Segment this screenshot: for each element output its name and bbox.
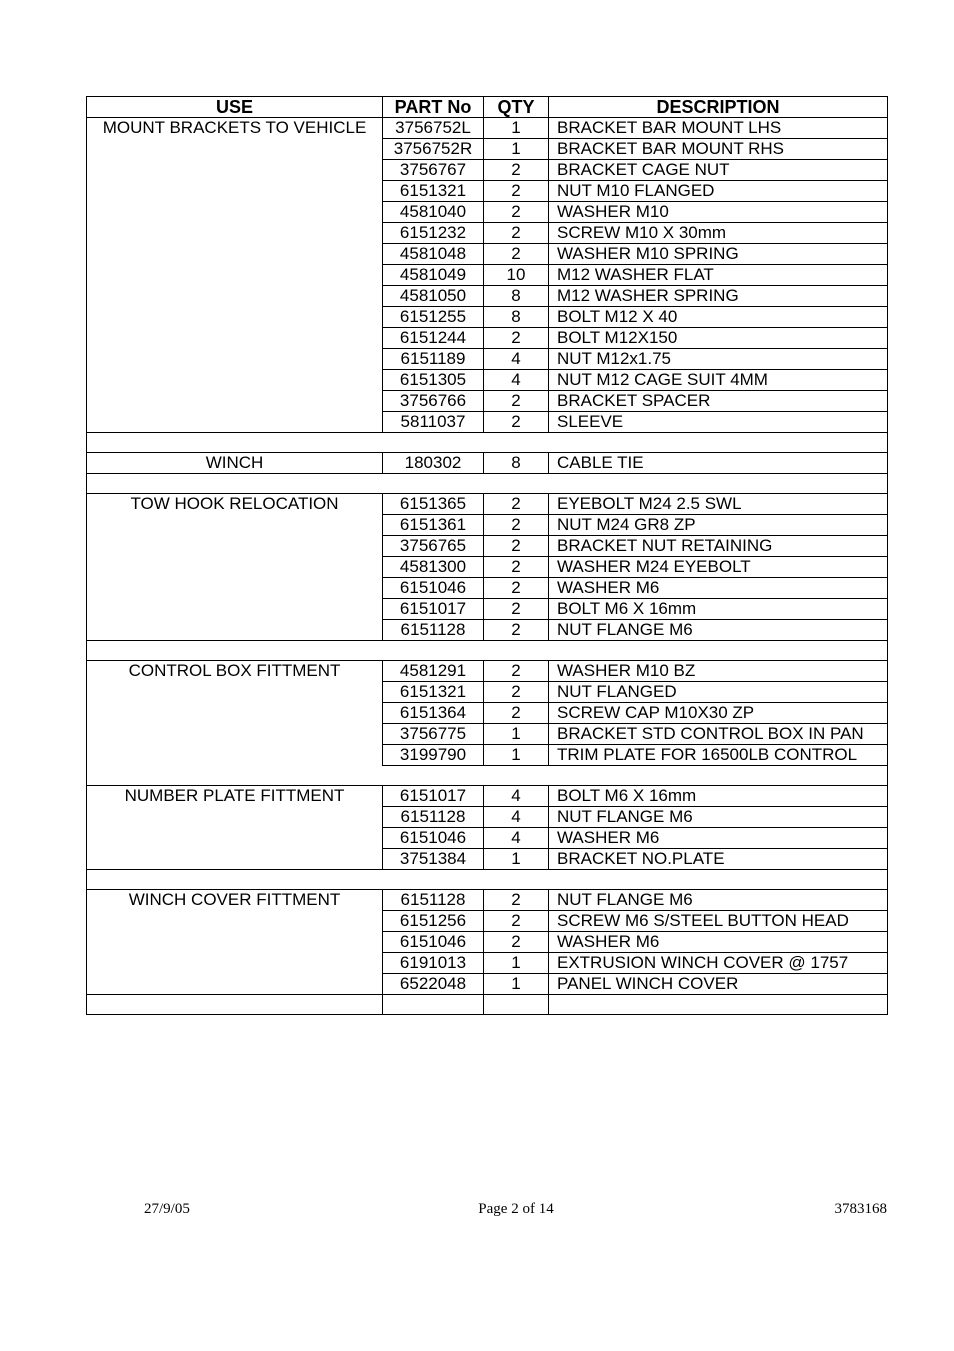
qty-cell: 2 <box>484 661 549 682</box>
use-cell <box>87 286 383 307</box>
spacer-cell <box>87 870 888 890</box>
table-row <box>87 139 888 160</box>
description-cell: BOLT M12X150 <box>549 328 888 349</box>
description-cell: CABLE TIE <box>549 453 888 474</box>
table-row <box>87 265 888 286</box>
table-row <box>87 515 888 536</box>
part-number-cell: 6191013 <box>383 953 484 974</box>
spacer-row <box>87 641 888 661</box>
description-cell: WASHER M6 <box>549 578 888 599</box>
empty-cell <box>87 995 383 1015</box>
description-cell: NUT FLANGE M6 <box>549 620 888 641</box>
part-number-cell: 4581291 <box>383 661 484 682</box>
qty-cell: 2 <box>484 328 549 349</box>
part-number-cell: 6151365 <box>383 494 484 515</box>
table-row <box>87 932 888 953</box>
description-cell: BOLT M6 X 16mm <box>549 786 888 807</box>
use-cell <box>87 349 383 370</box>
table-row <box>87 620 888 641</box>
part-number-cell: 4581050 <box>383 286 484 307</box>
table-row <box>87 974 888 995</box>
description-cell: WASHER M10 <box>549 202 888 223</box>
use-cell: CONTROL BOX FITTMENT <box>87 661 383 682</box>
table-row <box>87 828 888 849</box>
use-cell <box>87 974 383 995</box>
part-number-cell: 6151128 <box>383 890 484 911</box>
table-row <box>87 370 888 391</box>
qty-cell: 2 <box>484 557 549 578</box>
table-row <box>87 745 888 766</box>
use-cell <box>87 849 383 870</box>
qty-cell: 1 <box>484 139 549 160</box>
description-cell: M12 WASHER FLAT <box>549 265 888 286</box>
header-part-no: PART No <box>383 97 484 118</box>
use-cell <box>87 370 383 391</box>
footer-date: 27/9/05 <box>144 1201 190 1217</box>
qty-cell: 2 <box>484 223 549 244</box>
header-use: USE <box>87 97 383 118</box>
parts-table <box>86 96 888 1015</box>
description-cell: TRIM PLATE FOR 16500LB CONTROL <box>549 745 888 766</box>
part-number-cell: 3756752L <box>383 118 484 139</box>
table-row <box>87 578 888 599</box>
part-number-cell: 4581049 <box>383 265 484 286</box>
table-row <box>87 703 888 724</box>
table-row <box>87 391 888 412</box>
part-number-cell: 6151189 <box>383 349 484 370</box>
use-cell <box>87 223 383 244</box>
table-row <box>87 724 888 745</box>
part-number-cell: 3756752R <box>383 139 484 160</box>
use-cell <box>87 953 383 974</box>
description-cell: EYEBOLT M24 2.5 SWL <box>549 494 888 515</box>
table-row <box>87 349 888 370</box>
use-cell <box>87 412 383 433</box>
qty-cell: 2 <box>484 181 549 202</box>
table-row <box>87 244 888 265</box>
use-cell <box>87 515 383 536</box>
part-number-cell: 6151305 <box>383 370 484 391</box>
qty-cell: 4 <box>484 807 549 828</box>
use-cell <box>87 578 383 599</box>
part-number-cell: 6151256 <box>383 911 484 932</box>
part-number-cell: 4581300 <box>383 557 484 578</box>
qty-cell: 4 <box>484 349 549 370</box>
qty-cell: 1 <box>484 118 549 139</box>
table-row <box>87 599 888 620</box>
part-number-cell: 6151361 <box>383 515 484 536</box>
use-cell <box>87 557 383 578</box>
part-number-cell: 5811037 <box>383 412 484 433</box>
use-cell: NUMBER PLATE FITTMENT <box>87 786 383 807</box>
use-cell <box>87 703 383 724</box>
use-cell: MOUNT BRACKETS TO VEHICLE <box>87 118 383 139</box>
description-cell: SCREW CAP M10X30 ZP <box>549 703 888 724</box>
part-number-cell: 6151017 <box>383 599 484 620</box>
use-cell <box>87 244 383 265</box>
table-row <box>87 223 888 244</box>
qty-cell: 2 <box>484 620 549 641</box>
table-row <box>87 911 888 932</box>
description-cell: BRACKET BAR MOUNT RHS <box>549 139 888 160</box>
qty-cell: 8 <box>484 286 549 307</box>
table-row <box>87 202 888 223</box>
footer-page-number: Page 2 of 14 <box>478 1201 554 1217</box>
qty-cell: 2 <box>484 890 549 911</box>
part-number-cell: 6151046 <box>383 828 484 849</box>
qty-cell: 1 <box>484 724 549 745</box>
description-cell: EXTRUSION WINCH COVER @ 1757 <box>549 953 888 974</box>
description-cell: M12 WASHER SPRING <box>549 286 888 307</box>
description-cell: NUT FLANGE M6 <box>549 890 888 911</box>
part-number-cell: 6151321 <box>383 181 484 202</box>
qty-cell: 2 <box>484 911 549 932</box>
table-row <box>87 890 888 911</box>
use-cell <box>87 160 383 181</box>
use-cell <box>87 536 383 557</box>
part-number-cell: 3199790 <box>383 745 484 766</box>
qty-cell: 4 <box>484 828 549 849</box>
description-cell: NUT FLANGED <box>549 682 888 703</box>
qty-cell: 2 <box>484 515 549 536</box>
qty-cell: 4 <box>484 786 549 807</box>
description-cell: BOLT M12 X 40 <box>549 307 888 328</box>
qty-cell: 1 <box>484 974 549 995</box>
use-cell <box>87 599 383 620</box>
table-row <box>87 557 888 578</box>
table-row <box>87 953 888 974</box>
table-row <box>87 786 888 807</box>
use-cell <box>87 911 383 932</box>
qty-cell: 2 <box>484 578 549 599</box>
spacer-row <box>87 766 888 786</box>
use-cell <box>87 328 383 349</box>
part-number-cell: 3756775 <box>383 724 484 745</box>
qty-cell: 2 <box>484 599 549 620</box>
description-cell: NUT M12 CAGE SUIT 4MM <box>549 370 888 391</box>
qty-cell: 2 <box>484 494 549 515</box>
description-cell: BRACKET STD CONTROL BOX IN PAN <box>549 724 888 745</box>
part-number-cell: 6151232 <box>383 223 484 244</box>
table-row <box>87 328 888 349</box>
qty-cell: 4 <box>484 370 549 391</box>
part-number-cell: 6151046 <box>383 932 484 953</box>
description-cell: NUT M10 FLANGED <box>549 181 888 202</box>
description-cell: BRACKET NUT RETAINING <box>549 536 888 557</box>
use-cell <box>87 202 383 223</box>
description-cell: SLEEVE <box>549 412 888 433</box>
qty-cell: 1 <box>484 849 549 870</box>
empty-row <box>87 995 888 1015</box>
part-number-cell: 3751384 <box>383 849 484 870</box>
empty-cell <box>549 995 888 1015</box>
table-row <box>87 286 888 307</box>
header-qty: QTY <box>484 97 549 118</box>
table-header-row <box>87 97 888 118</box>
table-row <box>87 807 888 828</box>
part-number-cell: 180302 <box>383 453 484 474</box>
spacer-cell <box>87 474 888 494</box>
spacer-row <box>87 433 888 453</box>
qty-cell: 2 <box>484 932 549 953</box>
description-cell: BRACKET CAGE NUT <box>549 160 888 181</box>
part-number-cell: 6151321 <box>383 682 484 703</box>
qty-cell: 2 <box>484 202 549 223</box>
description-cell: SCREW M6 S/STEEL BUTTON HEAD <box>549 911 888 932</box>
table-row <box>87 682 888 703</box>
qty-cell: 1 <box>484 953 549 974</box>
table-row <box>87 453 888 474</box>
use-cell: WINCH <box>87 453 383 474</box>
spacer-cell <box>87 641 888 661</box>
use-cell <box>87 682 383 703</box>
qty-cell: 10 <box>484 265 549 286</box>
description-cell: WASHER M6 <box>549 932 888 953</box>
table-row <box>87 536 888 557</box>
description-cell: BRACKET BAR MOUNT LHS <box>549 118 888 139</box>
use-cell: WINCH COVER FITTMENT <box>87 890 383 911</box>
footer-document-number: 3783168 <box>834 1201 887 1217</box>
spacer-row <box>87 474 888 494</box>
part-number-cell: 6151364 <box>383 703 484 724</box>
empty-cell <box>484 995 549 1015</box>
part-number-cell: 4581048 <box>383 244 484 265</box>
qty-cell: 2 <box>484 391 549 412</box>
use-cell: TOW HOOK RELOCATION <box>87 494 383 515</box>
description-cell: BRACKET SPACER <box>549 391 888 412</box>
use-cell <box>87 745 383 766</box>
use-cell <box>87 724 383 745</box>
use-cell <box>87 828 383 849</box>
description-cell: SCREW M10 X 30mm <box>549 223 888 244</box>
table-row <box>87 494 888 515</box>
description-cell: WASHER M10 BZ <box>549 661 888 682</box>
part-number-cell: 6151017 <box>383 786 484 807</box>
qty-cell: 2 <box>484 244 549 265</box>
part-number-cell: 6151128 <box>383 620 484 641</box>
spacer-row <box>87 870 888 890</box>
use-cell <box>87 307 383 328</box>
qty-cell: 8 <box>484 307 549 328</box>
part-number-cell: 3756767 <box>383 160 484 181</box>
part-number-cell: 6522048 <box>383 974 484 995</box>
qty-cell: 2 <box>484 160 549 181</box>
description-cell: PANEL WINCH COVER <box>549 974 888 995</box>
description-cell: WASHER M24 EYEBOLT <box>549 557 888 578</box>
description-cell: BOLT M6 X 16mm <box>549 599 888 620</box>
part-number-cell: 6151046 <box>383 578 484 599</box>
part-number-cell: 6151255 <box>383 307 484 328</box>
header-description: DESCRIPTION <box>549 97 888 118</box>
qty-cell: 8 <box>484 453 549 474</box>
spacer-cell <box>87 433 888 453</box>
use-cell <box>87 265 383 286</box>
use-cell <box>87 139 383 160</box>
table-row <box>87 160 888 181</box>
table-row <box>87 307 888 328</box>
qty-cell: 2 <box>484 682 549 703</box>
spacer-cell <box>87 766 888 786</box>
table-row <box>87 661 888 682</box>
part-number-cell: 3756765 <box>383 536 484 557</box>
part-number-cell: 6151128 <box>383 807 484 828</box>
part-number-cell: 3756766 <box>383 391 484 412</box>
use-cell <box>87 181 383 202</box>
qty-cell: 1 <box>484 745 549 766</box>
table-row <box>87 849 888 870</box>
description-cell: WASHER M10 SPRING <box>549 244 888 265</box>
table-row <box>87 181 888 202</box>
qty-cell: 2 <box>484 536 549 557</box>
description-cell: NUT M12x1.75 <box>549 349 888 370</box>
description-cell: NUT FLANGE M6 <box>549 807 888 828</box>
table-body <box>87 118 888 1015</box>
table-row <box>87 412 888 433</box>
use-cell <box>87 932 383 953</box>
part-number-cell: 4581040 <box>383 202 484 223</box>
use-cell <box>87 807 383 828</box>
table-row <box>87 118 888 139</box>
qty-cell: 2 <box>484 412 549 433</box>
empty-cell <box>383 995 484 1015</box>
qty-cell: 2 <box>484 703 549 724</box>
description-cell: BRACKET NO.PLATE <box>549 849 888 870</box>
use-cell <box>87 391 383 412</box>
part-number-cell: 6151244 <box>383 328 484 349</box>
description-cell: WASHER M6 <box>549 828 888 849</box>
description-cell: NUT M24 GR8 ZP <box>549 515 888 536</box>
use-cell <box>87 620 383 641</box>
